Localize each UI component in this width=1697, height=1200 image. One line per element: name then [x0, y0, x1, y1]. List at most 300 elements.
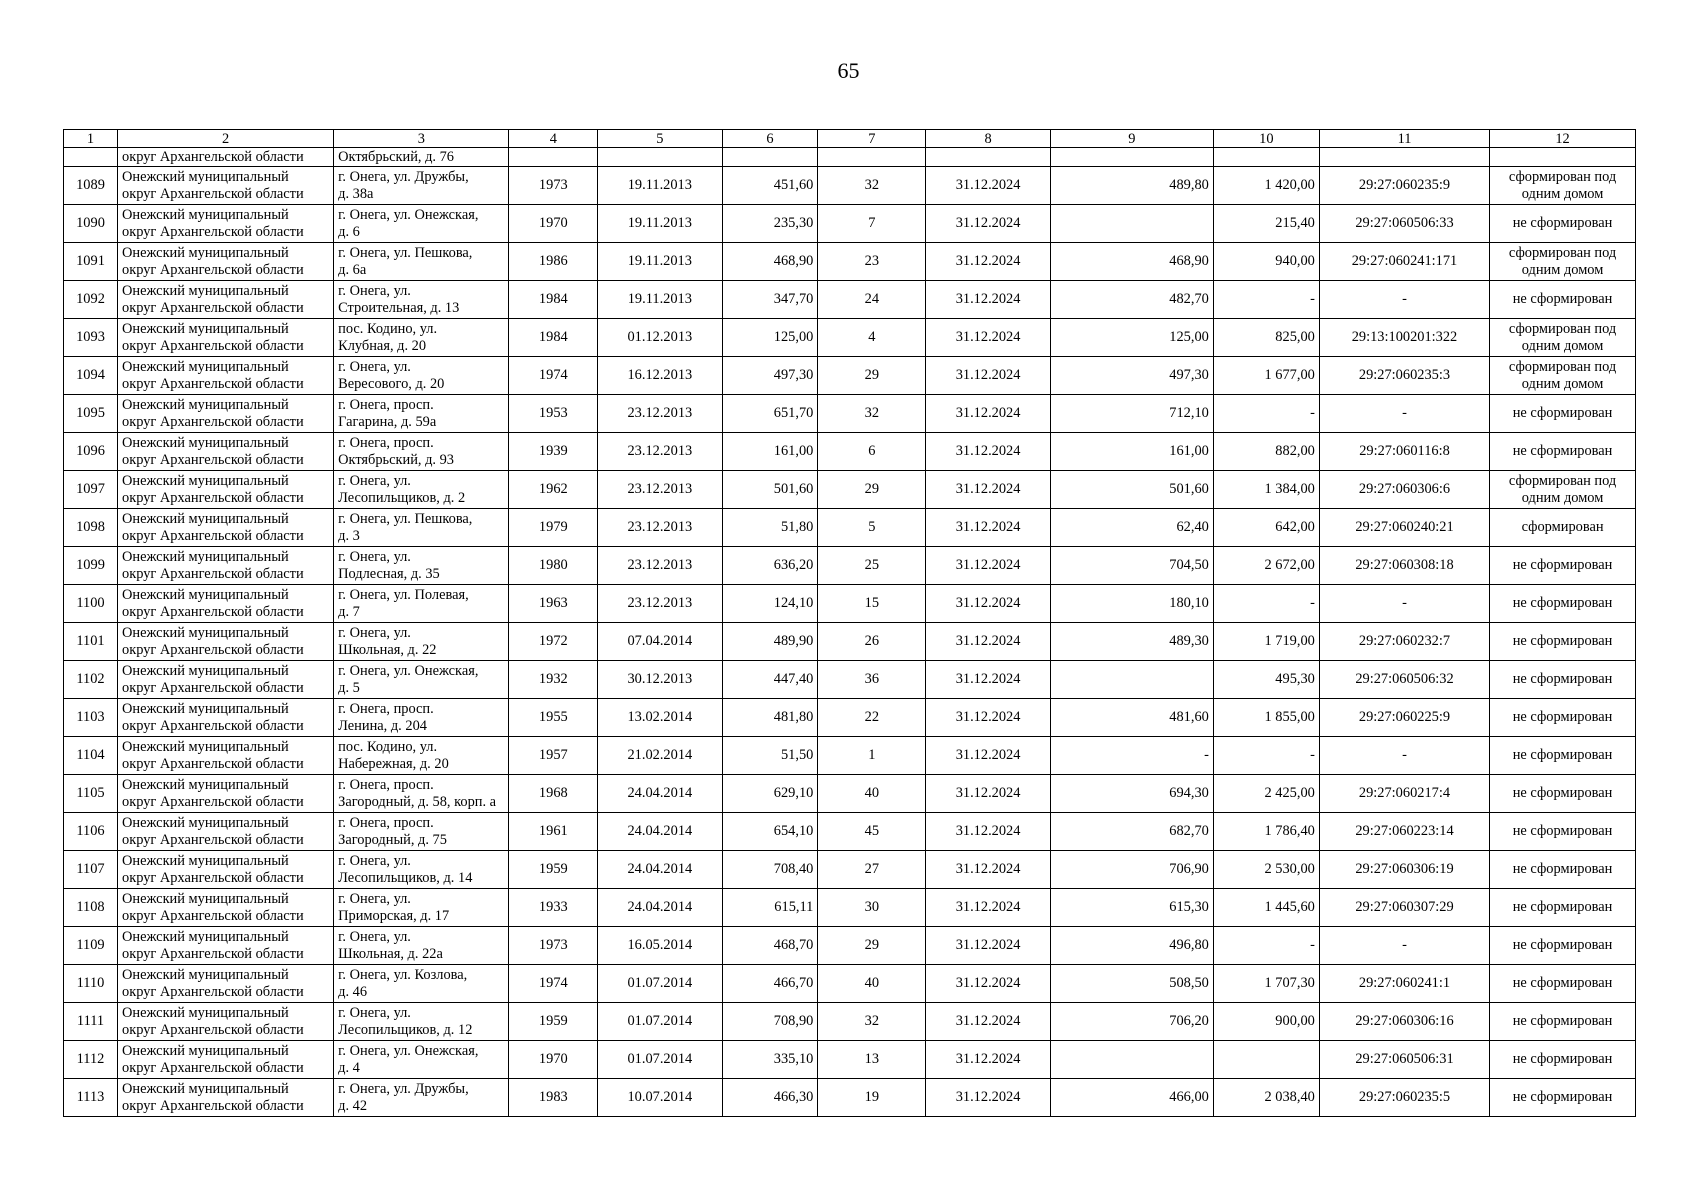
count-cell: 29	[818, 927, 926, 965]
cadastral-number-cell: 29:27:060235:3	[1319, 357, 1489, 395]
area-total-cell: 466,00	[1050, 1079, 1213, 1117]
address-line-2: Ленина, д. 204	[338, 717, 427, 734]
land-status-line-2: одним домом	[1521, 337, 1604, 354]
construction-year-cell: 1932	[509, 661, 598, 699]
cadastral-number-cell: 29:27:060241:1	[1319, 965, 1489, 1003]
address-line-2: Набережная, д. 20	[338, 755, 449, 772]
column-header: 3	[334, 130, 509, 148]
table-row	[64, 243, 1636, 281]
construction-year-cell: 1984	[509, 281, 598, 319]
count-cell: 30	[818, 889, 926, 927]
owner-line-2: округ Архангельской области	[122, 907, 304, 924]
address-cell	[334, 547, 509, 585]
cadastral-number-cell: 29:27:060232:7	[1319, 623, 1489, 661]
address-line-1: пос. Кодино, ул.	[338, 320, 438, 337]
land-status-cell	[1490, 205, 1636, 243]
area-total-cell: 62,40	[1050, 509, 1213, 547]
area-cell: 497,30	[722, 357, 818, 395]
address-line-1: г. Онега, ул.	[338, 548, 411, 565]
owner-line-1: Онежский муниципальный	[122, 738, 289, 755]
owner-line-1: Онежский муниципальный	[122, 852, 289, 869]
land-area-cell: 2 530,00	[1213, 851, 1319, 889]
address-cell	[334, 965, 509, 1003]
land-area-cell: -	[1213, 737, 1319, 775]
land-status-cell	[1490, 167, 1636, 205]
land-area-cell: -	[1213, 585, 1319, 623]
column-header: 4	[509, 130, 598, 148]
area-total-cell: 180,10	[1050, 585, 1213, 623]
land-status-cell	[1490, 509, 1636, 547]
land-status-cell	[1490, 737, 1636, 775]
address-cell	[334, 357, 509, 395]
owner-line-2: округ Архангельской области	[122, 641, 304, 658]
land-status-cell	[1490, 1041, 1636, 1079]
address-line-2: Строительная, д. 13	[338, 299, 460, 316]
land-area-cell: 2 672,00	[1213, 547, 1319, 585]
area-cell: 124,10	[722, 585, 818, 623]
land-status-cell	[1490, 243, 1636, 281]
owner-line-2: округ Архангельской области	[122, 451, 304, 468]
owner-cell	[118, 509, 334, 547]
owner-cell: округ Архангельской области	[118, 148, 334, 167]
area-cell: 235,30	[722, 205, 818, 243]
construction-year-cell: 1970	[509, 1041, 598, 1079]
address-line-1: г. Онега, ул. Дружбы,	[338, 168, 469, 185]
land-area-cell: 495,30	[1213, 661, 1319, 699]
land-status-line-1: не сформирован	[1512, 1051, 1613, 1067]
address-cell	[334, 889, 509, 927]
owner-line-1: Онежский муниципальный	[122, 396, 289, 413]
address-line-2: д. 4	[338, 1059, 360, 1076]
land-area-cell: 2 425,00	[1213, 775, 1319, 813]
count-cell: 27	[818, 851, 926, 889]
date-cell: 24.04.2014	[598, 813, 722, 851]
area-total-cell: 501,60	[1050, 471, 1213, 509]
address-line-2: Лесопильщиков, д. 12	[338, 1021, 473, 1038]
empty-cell	[926, 148, 1050, 167]
cadastral-number-cell: 29:27:060306:19	[1319, 851, 1489, 889]
row-number-cell: 1106	[64, 813, 118, 851]
deadline-cell: 31.12.2024	[926, 281, 1050, 319]
land-status-line-1: сформирован под	[1508, 320, 1617, 337]
address-line-1: г. Онега, ул. Онежская,	[338, 1042, 479, 1059]
land-status-line-1: не сформирован	[1512, 899, 1613, 915]
construction-year-cell: 1957	[509, 737, 598, 775]
construction-year-cell: 1986	[509, 243, 598, 281]
owner-cell	[118, 889, 334, 927]
deadline-cell: 31.12.2024	[926, 889, 1050, 927]
owner-line-2: округ Архангельской области	[122, 1021, 304, 1038]
land-status-cell	[1490, 699, 1636, 737]
cadastral-number-cell: 29:27:060506:32	[1319, 661, 1489, 699]
deadline-cell: 31.12.2024	[926, 1003, 1050, 1041]
area-total-cell: 706,90	[1050, 851, 1213, 889]
construction-year-cell: 1953	[509, 395, 598, 433]
land-status-cell	[1490, 623, 1636, 661]
address-line-2: Загородный, д. 75	[338, 831, 447, 848]
owner-line-1: Онежский муниципальный	[122, 472, 289, 489]
table-row	[64, 889, 1636, 927]
land-status-line-1: сформирован под	[1508, 358, 1617, 375]
area-total-cell: 489,80	[1050, 167, 1213, 205]
deadline-cell: 31.12.2024	[926, 927, 1050, 965]
land-status-line-1: не сформирован	[1512, 633, 1613, 649]
address-cell	[334, 585, 509, 623]
land-status-cell	[1490, 775, 1636, 813]
land-status-cell	[1490, 547, 1636, 585]
land-status-line-1: не сформирован	[1512, 557, 1613, 573]
address-line-2: Загородный, д. 58, корп. а	[338, 793, 497, 810]
row-number-cell: 1099	[64, 547, 118, 585]
area-total-cell: 712,10	[1050, 395, 1213, 433]
area-cell: 708,40	[722, 851, 818, 889]
count-cell: 32	[818, 1003, 926, 1041]
deadline-cell: 31.12.2024	[926, 965, 1050, 1003]
table-row	[64, 319, 1636, 357]
owner-line-1: Онежский муниципальный	[122, 1080, 289, 1097]
row-number-cell: 1093	[64, 319, 118, 357]
area-total-cell: 468,90	[1050, 243, 1213, 281]
row-number-cell: 1101	[64, 623, 118, 661]
land-status-cell	[1490, 471, 1636, 509]
deadline-cell: 31.12.2024	[926, 547, 1050, 585]
row-number-cell: 1090	[64, 205, 118, 243]
owner-line-2: округ Архангельской области	[122, 223, 304, 240]
address-line-1: г. Онега, ул.	[338, 624, 411, 641]
date-cell: 24.04.2014	[598, 851, 722, 889]
land-area-cell: 1 719,00	[1213, 623, 1319, 661]
owner-cell	[118, 319, 334, 357]
owner-cell	[118, 623, 334, 661]
address-line-2: Вересового, д. 20	[338, 375, 445, 392]
address-cell	[334, 205, 509, 243]
land-area-cell: 1 384,00	[1213, 471, 1319, 509]
address-line-2: Гагарина, д. 59а	[338, 413, 437, 430]
land-area-cell: 900,00	[1213, 1003, 1319, 1041]
construction-year-cell: 1974	[509, 357, 598, 395]
address-line-2: д. 6а	[338, 261, 367, 278]
land-status-cell	[1490, 281, 1636, 319]
date-cell: 19.11.2013	[598, 167, 722, 205]
deadline-cell: 31.12.2024	[926, 243, 1050, 281]
table-row	[64, 737, 1636, 775]
land-status-cell	[1490, 889, 1636, 927]
empty-cell	[1050, 148, 1213, 167]
area-cell: 615,11	[722, 889, 818, 927]
area-total-cell: 508,50	[1050, 965, 1213, 1003]
row-number-cell	[64, 148, 118, 167]
row-number-cell: 1105	[64, 775, 118, 813]
area-cell: 347,70	[722, 281, 818, 319]
owner-cell	[118, 1041, 334, 1079]
table-row	[64, 813, 1636, 851]
date-cell: 16.12.2013	[598, 357, 722, 395]
date-cell: 16.05.2014	[598, 927, 722, 965]
date-cell: 13.02.2014	[598, 699, 722, 737]
owner-line-2: округ Архангельской области	[122, 793, 304, 810]
land-area-cell: 1 677,00	[1213, 357, 1319, 395]
address-cell	[334, 281, 509, 319]
empty-cell	[1490, 148, 1636, 167]
table-row	[64, 433, 1636, 471]
land-status-line-1: не сформирован	[1512, 747, 1613, 763]
address-line-1: г. Онега, просп.	[338, 396, 434, 413]
deadline-cell: 31.12.2024	[926, 471, 1050, 509]
owner-line-1: Онежский муниципальный	[122, 168, 289, 185]
address-line-1: г. Онега, ул. Полевая,	[338, 586, 469, 603]
land-status-cell	[1490, 813, 1636, 851]
count-cell: 24	[818, 281, 926, 319]
land-status-line-1: не сформирован	[1512, 595, 1613, 611]
table-row	[64, 509, 1636, 547]
table-row	[64, 927, 1636, 965]
date-cell: 23.12.2013	[598, 433, 722, 471]
date-cell: 23.12.2013	[598, 509, 722, 547]
owner-line-1: Онежский муниципальный	[122, 548, 289, 565]
count-cell: 22	[818, 699, 926, 737]
address-line-1: г. Онега, ул. Пешкова,	[338, 510, 473, 527]
deadline-cell: 31.12.2024	[926, 1041, 1050, 1079]
deadline-cell: 31.12.2024	[926, 395, 1050, 433]
date-cell: 01.07.2014	[598, 1041, 722, 1079]
table-row	[64, 775, 1636, 813]
owner-line-2: округ Архангельской области	[122, 755, 304, 772]
land-status-line-1: не сформирован	[1512, 785, 1613, 801]
address-line-1: г. Онега, просп.	[338, 700, 434, 717]
owner-line-1: Онежский муниципальный	[122, 1004, 289, 1021]
land-area-cell: 1 855,00	[1213, 699, 1319, 737]
cadastral-number-cell: -	[1319, 737, 1489, 775]
date-cell: 23.12.2013	[598, 547, 722, 585]
count-cell: 15	[818, 585, 926, 623]
owner-line-2: округ Архангельской области	[122, 717, 304, 734]
row-number-cell: 1094	[64, 357, 118, 395]
owner-line-1: Онежский муниципальный	[122, 586, 289, 603]
count-cell: 32	[818, 167, 926, 205]
land-area-cell: 1 707,30	[1213, 965, 1319, 1003]
table-row	[64, 547, 1636, 585]
owner-line-2: округ Архангельской области	[122, 565, 304, 582]
area-cell: 654,10	[722, 813, 818, 851]
date-cell: 30.12.2013	[598, 661, 722, 699]
address-line-1: г. Онега, ул. Пешкова,	[338, 244, 473, 261]
construction-year-cell: 1972	[509, 623, 598, 661]
owner-line-1: Онежский муниципальный	[122, 966, 289, 983]
count-cell: 40	[818, 965, 926, 1003]
cadastral-number-cell: 29:27:060116:8	[1319, 433, 1489, 471]
area-cell: 468,70	[722, 927, 818, 965]
owner-line-1: Онежский муниципальный	[122, 244, 289, 261]
construction-year-cell: 1959	[509, 851, 598, 889]
cadastral-number-cell: 29:27:060308:18	[1319, 547, 1489, 585]
address-line-1: г. Онега, просп.	[338, 814, 434, 831]
deadline-cell: 31.12.2024	[926, 433, 1050, 471]
land-status-line-2: одним домом	[1521, 185, 1604, 202]
address-cell	[334, 623, 509, 661]
address-line-2: Приморская, д. 17	[338, 907, 450, 924]
cadastral-number-cell: 29:27:060223:14	[1319, 813, 1489, 851]
address-line-2: Октябрьский, д. 93	[338, 451, 455, 468]
table-row	[64, 623, 1636, 661]
column-header: 8	[926, 130, 1050, 148]
table-row	[64, 395, 1636, 433]
land-status-line-1: не сформирован	[1512, 823, 1613, 839]
area-total-cell: -	[1050, 737, 1213, 775]
land-area-cell: 882,00	[1213, 433, 1319, 471]
area-cell: 468,90	[722, 243, 818, 281]
construction-year-cell: 1980	[509, 547, 598, 585]
empty-cell	[818, 148, 926, 167]
date-cell: 10.07.2014	[598, 1079, 722, 1117]
deadline-cell: 31.12.2024	[926, 813, 1050, 851]
land-status-line-1: не сформирован	[1512, 443, 1613, 459]
table-row	[64, 585, 1636, 623]
address-line-1: г. Онега, ул. Козлова,	[338, 966, 468, 983]
count-cell: 7	[818, 205, 926, 243]
land-status-line-1: не сформирован	[1512, 291, 1613, 307]
owner-line-2: округ Архангельской области	[122, 337, 304, 354]
date-cell: 19.11.2013	[598, 281, 722, 319]
owner-cell	[118, 927, 334, 965]
owner-cell	[118, 585, 334, 623]
area-total-cell: 682,70	[1050, 813, 1213, 851]
area-cell: 708,90	[722, 1003, 818, 1041]
construction-year-cell: 1939	[509, 433, 598, 471]
table-row	[64, 1041, 1636, 1079]
area-total-cell: 125,00	[1050, 319, 1213, 357]
address-cell	[334, 471, 509, 509]
owner-line-2: округ Архангельской области	[122, 831, 304, 848]
address-cell	[334, 243, 509, 281]
address-line-2: Клубная, д. 20	[338, 337, 427, 354]
land-status-line-1: не сформирован	[1512, 405, 1613, 421]
empty-cell	[598, 148, 722, 167]
address-line-1: г. Онега, ул. Онежская,	[338, 206, 479, 223]
address-cell: Октябрьский, д. 76	[334, 148, 509, 167]
area-cell: 636,20	[722, 547, 818, 585]
area-cell: 501,60	[722, 471, 818, 509]
address-line-2: д. 5	[338, 679, 360, 696]
owner-line-2: округ Архангельской области	[122, 603, 304, 620]
row-number-cell: 1103	[64, 699, 118, 737]
address-line-1: г. Онега, ул.	[338, 852, 411, 869]
address-line-2: Лесопильщиков, д. 2	[338, 489, 466, 506]
count-cell: 36	[818, 661, 926, 699]
address-cell	[334, 661, 509, 699]
construction-year-cell: 1968	[509, 775, 598, 813]
area-cell: 51,50	[722, 737, 818, 775]
column-header: 1	[64, 130, 118, 148]
area-cell: 466,30	[722, 1079, 818, 1117]
cadastral-number-cell: 29:27:060235:5	[1319, 1079, 1489, 1117]
area-total-cell: 706,20	[1050, 1003, 1213, 1041]
address-line-1: г. Онега, ул.	[338, 358, 411, 375]
table-row	[64, 1003, 1636, 1041]
area-total-cell	[1050, 205, 1213, 243]
land-status-line-2: одним домом	[1521, 489, 1604, 506]
table-row	[64, 167, 1636, 205]
area-cell: 466,70	[722, 965, 818, 1003]
area-total-cell: 694,30	[1050, 775, 1213, 813]
land-area-cell: 642,00	[1213, 509, 1319, 547]
owner-cell	[118, 395, 334, 433]
area-total-cell: 704,50	[1050, 547, 1213, 585]
deadline-cell: 31.12.2024	[926, 737, 1050, 775]
date-cell: 19.11.2013	[598, 243, 722, 281]
column-header: 9	[1050, 130, 1213, 148]
row-number-cell: 1108	[64, 889, 118, 927]
continuation-row	[64, 148, 1636, 167]
owner-cell	[118, 965, 334, 1003]
land-status-cell	[1490, 851, 1636, 889]
table-row	[64, 205, 1636, 243]
address-line-2: д. 6	[338, 223, 360, 240]
address-line-1: г. Онега, ул.	[338, 472, 411, 489]
cadastral-number-cell: 29:27:060306:6	[1319, 471, 1489, 509]
owner-line-1: Онежский муниципальный	[122, 928, 289, 945]
owner-line-1: Онежский муниципальный	[122, 320, 289, 337]
address-line-2: д. 38а	[338, 185, 374, 202]
owner-line-1: Онежский муниципальный	[122, 890, 289, 907]
deadline-cell: 31.12.2024	[926, 319, 1050, 357]
cadastral-number-cell: 29:13:100201:322	[1319, 319, 1489, 357]
land-status-cell	[1490, 661, 1636, 699]
construction-year-cell: 1933	[509, 889, 598, 927]
cadastral-number-cell: 29:27:060307:29	[1319, 889, 1489, 927]
address-cell	[334, 319, 509, 357]
construction-year-cell: 1979	[509, 509, 598, 547]
row-number-cell: 1100	[64, 585, 118, 623]
count-cell: 5	[818, 509, 926, 547]
table-row	[64, 281, 1636, 319]
row-number-cell: 1097	[64, 471, 118, 509]
address-cell	[334, 699, 509, 737]
owner-line-2: округ Архангельской области	[122, 261, 304, 278]
row-number-cell: 1098	[64, 509, 118, 547]
land-status-cell	[1490, 433, 1636, 471]
address-line-2: д. 7	[338, 603, 360, 620]
land-status-cell	[1490, 319, 1636, 357]
owner-cell	[118, 699, 334, 737]
address-line-2: Школьная, д. 22а	[338, 945, 443, 962]
column-header: 12	[1490, 130, 1636, 148]
area-total-cell: 615,30	[1050, 889, 1213, 927]
row-number-cell: 1110	[64, 965, 118, 1003]
count-cell: 6	[818, 433, 926, 471]
construction-year-cell: 1961	[509, 813, 598, 851]
address-line-2: д. 46	[338, 983, 368, 1000]
owner-cell	[118, 433, 334, 471]
address-cell	[334, 813, 509, 851]
cadastral-number-cell: -	[1319, 585, 1489, 623]
owner-cell	[118, 851, 334, 889]
table-row	[64, 1079, 1636, 1117]
count-cell: 32	[818, 395, 926, 433]
address-line-1: г. Онега, ул.	[338, 890, 411, 907]
row-number-cell: 1104	[64, 737, 118, 775]
deadline-cell: 31.12.2024	[926, 623, 1050, 661]
construction-year-cell: 1962	[509, 471, 598, 509]
column-header: 5	[598, 130, 722, 148]
owner-line-1: Онежский муниципальный	[122, 662, 289, 679]
land-area-cell: 940,00	[1213, 243, 1319, 281]
deadline-cell: 31.12.2024	[926, 851, 1050, 889]
table-row	[64, 699, 1636, 737]
column-header: 10	[1213, 130, 1319, 148]
cadastral-number-cell: 29:27:060235:9	[1319, 167, 1489, 205]
owner-cell	[118, 205, 334, 243]
land-status-line-1: не сформирован	[1512, 671, 1613, 687]
